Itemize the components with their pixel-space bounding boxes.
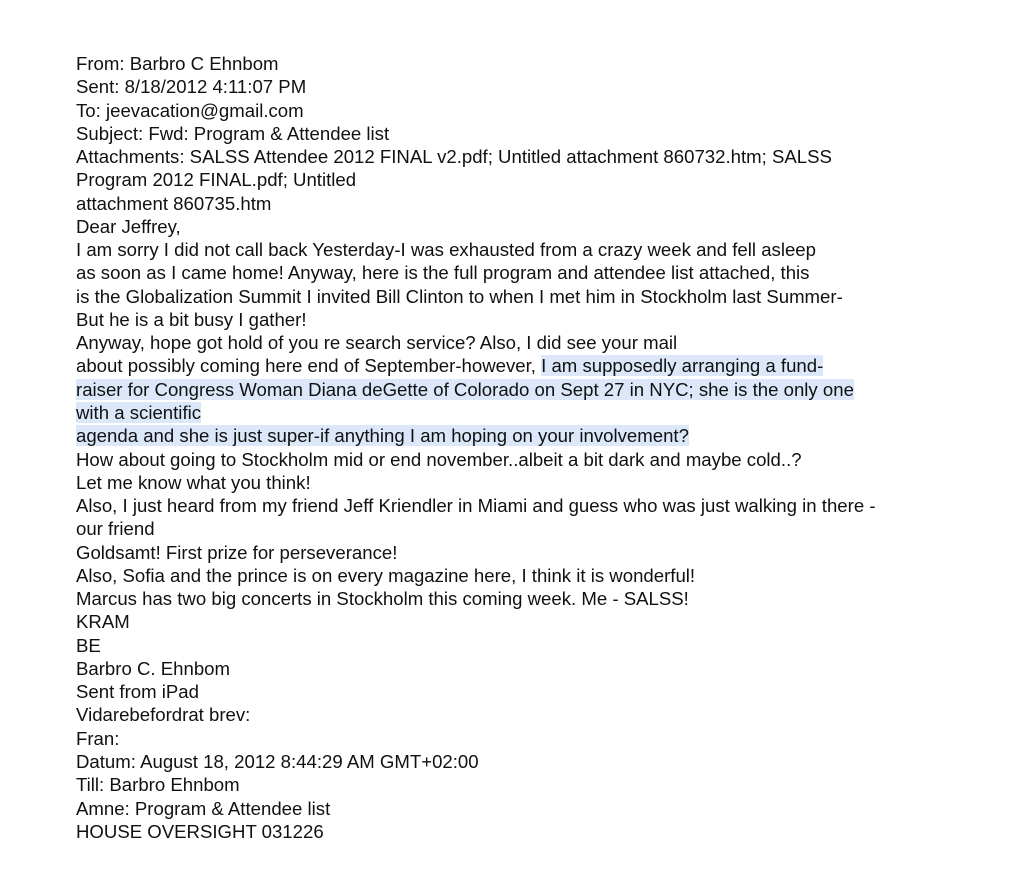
body-line: Also, Sofia and the prince is on every magazine here, I think it is wonderful!	[76, 564, 696, 586]
body-line	[76, 354, 876, 377]
body-line: Also, I just heard from my friend Jeff Kriendler in Miami and guess who was just walking in there -	[76, 495, 876, 517]
body-line: Goldsamt! First prize for perseverance!	[76, 541, 398, 563]
highlighted-text: raiser for Congress Woman Diana deGette of Colorado on Sept 27 in NYC; she is the only one	[76, 378, 854, 400]
highlighted-text: agenda and she is just super-if anything I am hoping on your involvement?	[76, 425, 689, 447]
body-line: How about going to Stockholm mid or end november..albeit a bit dark and maybe cold..?	[76, 448, 802, 470]
email-document	[76, 52, 876, 843]
body-line: Marcus has two big concerts in Stockholm this coming week. Me - SALSS!	[76, 588, 689, 610]
body-line: But he is a bit busy I gather!	[76, 308, 307, 330]
forwarded-date: Datum: August 18, 2012 8:44:29 AM GMT+02:00	[76, 750, 479, 772]
attachments-line: Attachments: SALSS Attendee 2012 FINAL v2.pdf; Untitled attachment 860732.htm; SALSS	[76, 146, 832, 168]
body-line	[76, 378, 876, 401]
body-line: Let me know what you think!	[76, 471, 311, 493]
body-line: I am sorry I did not call back Yesterday-I was exhausted from a crazy week and fell asleep	[76, 239, 816, 261]
signoff: KRAM	[76, 611, 130, 633]
attachments-line: attachment 860735.htm	[76, 192, 272, 214]
body-line	[76, 424, 876, 447]
body-line: as soon as I came home! Anyway, here is the full program and attendee list attached, this	[76, 262, 810, 284]
body-line: Anyway, hope got hold of you re search service? Also, I did see your mail	[76, 332, 678, 354]
highlighted-text: I am supposedly arranging a fund-	[541, 355, 824, 377]
body-line	[76, 401, 876, 424]
body-text: about possibly coming here end of September-however,	[76, 355, 542, 377]
signature-name: Barbro C. Ehnbom	[76, 657, 230, 679]
forwarded-header: Vidarebefordrat brev:	[76, 704, 251, 726]
forwarded-subject: Amne: Program & Attendee list	[76, 797, 331, 819]
bates-footer: HOUSE OVERSIGHT 031226	[76, 820, 324, 842]
sent-line: Sent: 8/18/2012 4:11:07 PM	[76, 76, 307, 98]
attachments-line: Program 2012 FINAL.pdf; Untitled	[76, 169, 357, 191]
highlighted-text: with a scientific	[76, 401, 202, 423]
body-line: our friend	[76, 518, 155, 540]
subject-line: Subject: Fwd: Program & Attendee list	[76, 122, 390, 144]
forwarded-from: Fran:	[76, 727, 120, 749]
signoff: BE	[76, 634, 101, 656]
from-line: From: Barbro C Ehnbom	[76, 53, 279, 74]
forwarded-to: Till: Barbro Ehnbom	[76, 774, 240, 796]
greeting: Dear Jeffrey,	[76, 215, 181, 237]
to-line: To: jeevacation@gmail.com	[76, 99, 304, 121]
signature-device: Sent from iPad	[76, 681, 199, 703]
body-line: is the Globalization Summit I invited Bill Clinton to when I met him in Stockholm last Summer-	[76, 285, 843, 307]
